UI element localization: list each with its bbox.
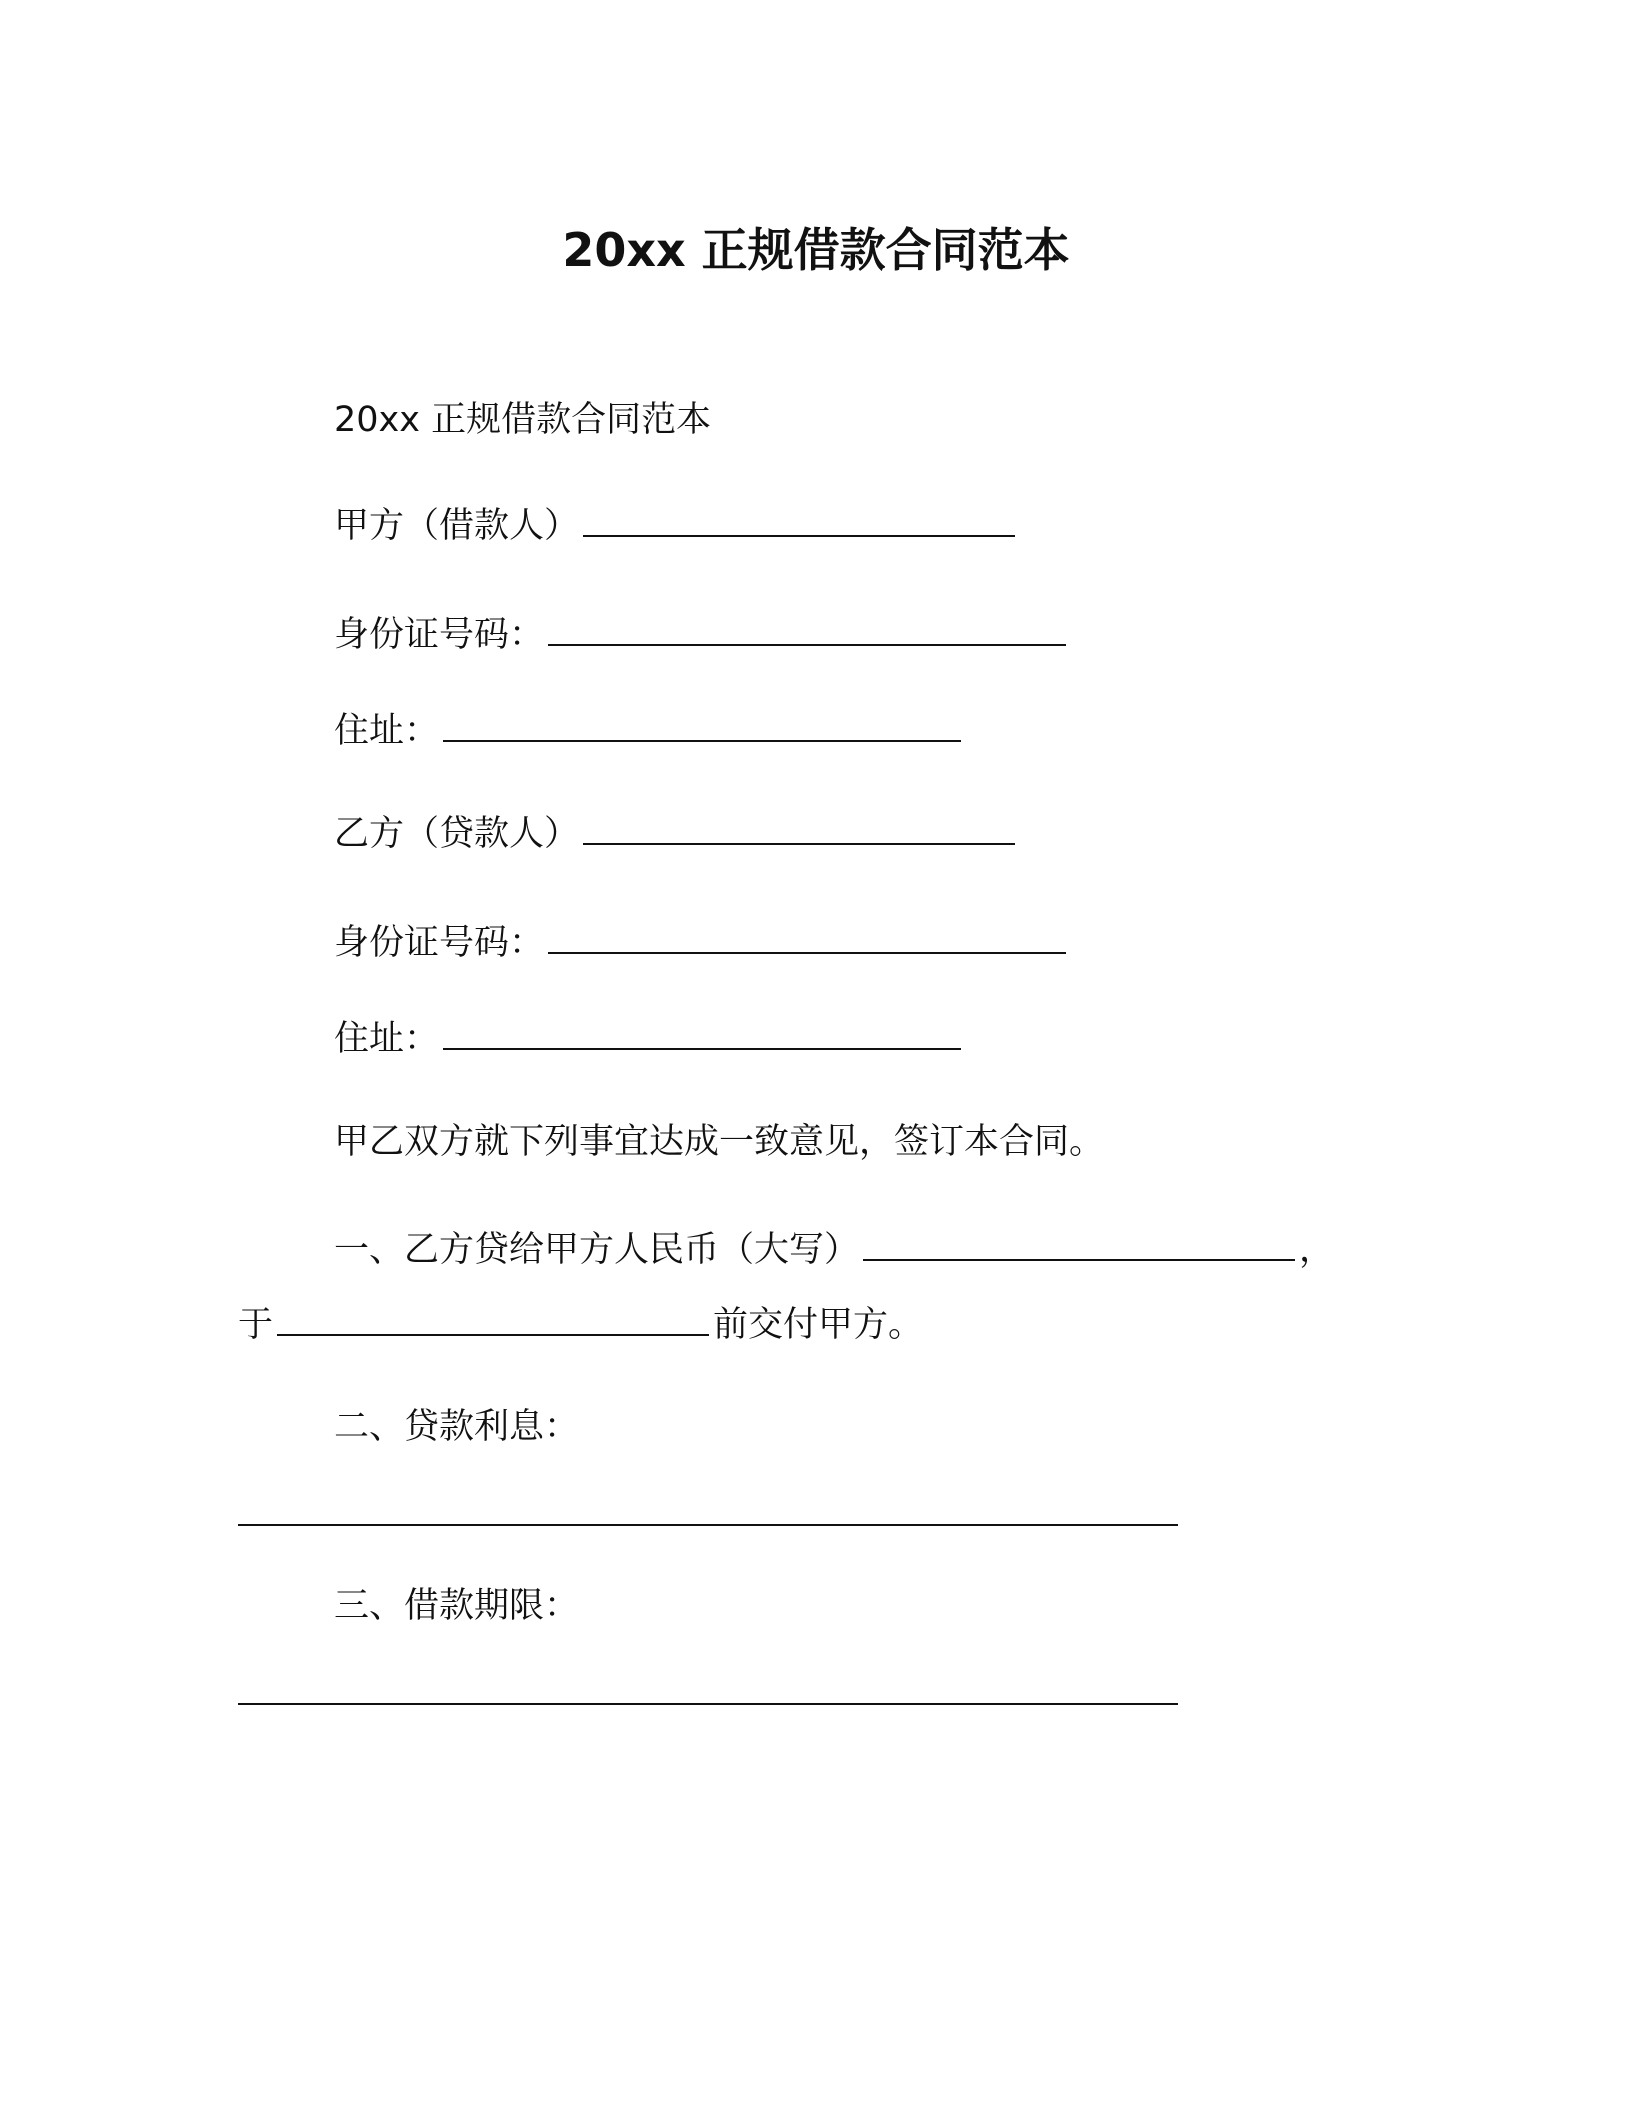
subtitle: 20xx 正规借款合同范本 bbox=[334, 400, 712, 440]
party-b-id-blank bbox=[548, 920, 1066, 954]
party-a-id-label: 身份证号码： bbox=[334, 615, 545, 655]
party-b-line bbox=[334, 811, 1019, 856]
clause-2-heading: 二、贷款利息： bbox=[334, 1407, 580, 1447]
clause-1-amount-blank bbox=[863, 1227, 1295, 1261]
clause-1-date-blank bbox=[277, 1302, 709, 1336]
party-b-id-label: 身份证号码： bbox=[334, 923, 545, 963]
party-a-label: 甲方（借款人） bbox=[334, 506, 580, 546]
clause-1-comma: ， bbox=[1299, 1230, 1335, 1270]
clause-3-heading: 三、借款期限： bbox=[334, 1586, 580, 1626]
party-a-blank bbox=[583, 503, 1015, 537]
agreement-statement: 甲乙双方就下列事宜达成一致意见，签订本合同。 bbox=[334, 1122, 1105, 1162]
party-b-address-label: 住址： bbox=[334, 1019, 440, 1059]
party-b-label: 乙方（贷款人） bbox=[334, 814, 580, 854]
clause-1-prefix: 于 bbox=[238, 1305, 274, 1345]
document-title: 20xx 正规借款合同范本 bbox=[562, 223, 1070, 277]
clause-1-line-1 bbox=[334, 1227, 1334, 1272]
clause-1-line-2 bbox=[238, 1302, 923, 1347]
party-a-address-blank bbox=[443, 708, 961, 742]
party-b-id-line bbox=[334, 920, 1070, 965]
party-a-id-line bbox=[334, 612, 1070, 657]
party-b-address-blank bbox=[443, 1016, 961, 1050]
party-b-address-line bbox=[334, 1016, 965, 1061]
clause-1-suffix: 前交付甲方。 bbox=[713, 1305, 924, 1345]
party-a-address-label: 住址： bbox=[334, 711, 440, 751]
party-a-address-line bbox=[334, 708, 965, 753]
party-a-line bbox=[334, 503, 1019, 548]
clause-3-blank bbox=[238, 1703, 1178, 1705]
clause-2-blank bbox=[238, 1524, 1178, 1526]
clause-1-text: 一、乙方贷给甲方人民币（大写） bbox=[334, 1230, 860, 1270]
party-b-blank bbox=[583, 811, 1015, 845]
party-a-id-blank bbox=[548, 612, 1066, 646]
